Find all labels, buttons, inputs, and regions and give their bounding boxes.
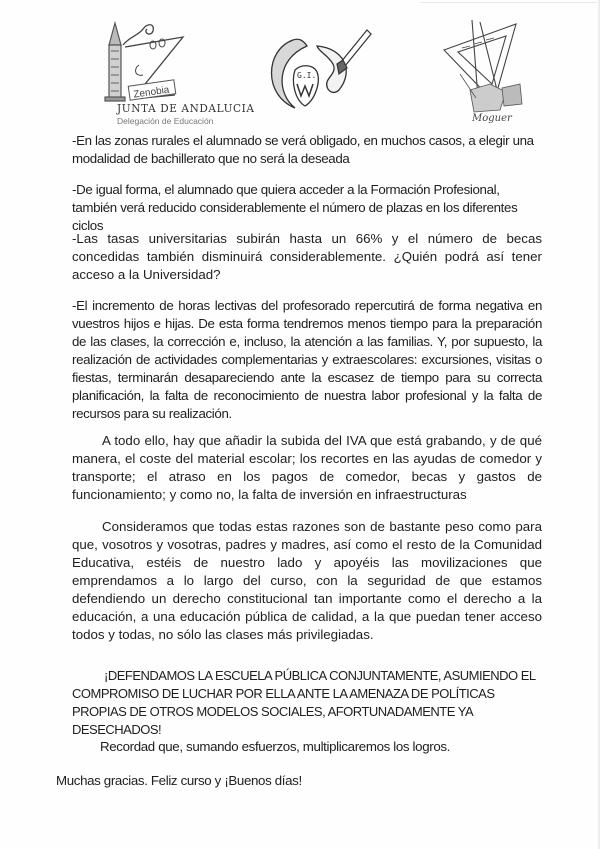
zenobia-label-box bbox=[128, 80, 176, 101]
center-logo-letters: G.I. bbox=[297, 71, 317, 80]
scan-artifact-line bbox=[420, 2, 600, 3]
paragraph-sumando-esfuerzos: Recordad que, sumando esfuerzos, multiplicaremos los logros. bbox=[100, 739, 451, 754]
tower-icon bbox=[105, 23, 125, 101]
delegacion-label: Delegación de Educación bbox=[117, 116, 214, 126]
sketch-detail-icon bbox=[460, 74, 522, 112]
paragraph-iva-cuts: A todo ello, hay que añadir la subida del IVA que está grabando, y de qué manera, el coste del material escolar; los recortes en las ayudas de comedor y transporte; el atraso en los pagos de comedor, becas y gastos de funcionamiento; y como no, la falta de inversión en infraestructuras bbox=[72, 433, 542, 502]
paragraph-vocational-training: -De igual forma, el alumnado que quiera acceder a la Formación Profesional, también verá reducido considerablemente el número de plazas en los diferentes ciclos bbox=[72, 182, 518, 233]
moguer-logo bbox=[440, 18, 535, 128]
school-logo-center bbox=[255, 20, 380, 115]
paragraph-university-fees: -Las tasas universitarias subirán hasta un 66% y el número de becas concedidas también disminuirá considerablemente. ¿Quién podrá así tener acceso a la Universidad? bbox=[72, 231, 542, 282]
junta-de-andalucia-label: JUNTA DE ANDALUCIA bbox=[117, 102, 255, 116]
paragraph-mobilization-call: Consideramos que todas estas razones son de bastante peso como para que, vosotros y vosotras, padres y madres, así como el resto de la Comunidad Educativa, estéis de nuestro lado y apoyéis las movilizaciones que emprendamos a lo largo del curso, con la seguridad de que estamos defendiendo un derecho constitucional tan importante como el derecho a la educación, a una educación pública de calidad, a la que puedan tener acceso todos y todas, no sólo las clases más privilegiadas. bbox=[72, 519, 542, 642]
paragraph-rural-schools: -En las zonas rurales el alumnado se verá obligado, en muchos casos, a elegir una modalidad de bachillerato que no será la deseada bbox=[72, 133, 534, 166]
zenobia-text: Zenobia bbox=[132, 84, 171, 101]
moguer-label: Moguer bbox=[472, 113, 512, 124]
paragraph-teaching-hours: -El incremento de horas lectivas del profesorado repercutirá de forma negativa en vuestros hijos e hijas. De esta forma tendremos menos tiempo para la preparación de las clases, la corrección e, incluso, la atención a las familias. Y, por supuesto, la realización de actividades complementarias y extraescolares: excursiones, visitas o fiestas, terminarán desapareciendo ante la escasez de tiempo para su correcta planificación, la falta de reconocimiento de nuestra labor profesional y la falta de recursos para su realización. bbox=[72, 298, 542, 421]
paintbrush-icon bbox=[337, 30, 371, 74]
paragraph-defend-public-school: ¡DEFENDAMOS LA ESCUELA PÚBLICA CONJUNTAMENTE, ASUMIENDO EL COMPROMISO DE LUCHAR POR ELLA ANTE LA AMENAZA DE POLÍTICAS PROPIAS DE OTROS MODELOS SOCIALES, AFORTUNADAMENTE YA DESECHADOS! bbox=[72, 668, 536, 737]
paragraph-closing-greeting: Muchas gracias. Feliz curso y ¡Buenos días! bbox=[56, 773, 302, 788]
